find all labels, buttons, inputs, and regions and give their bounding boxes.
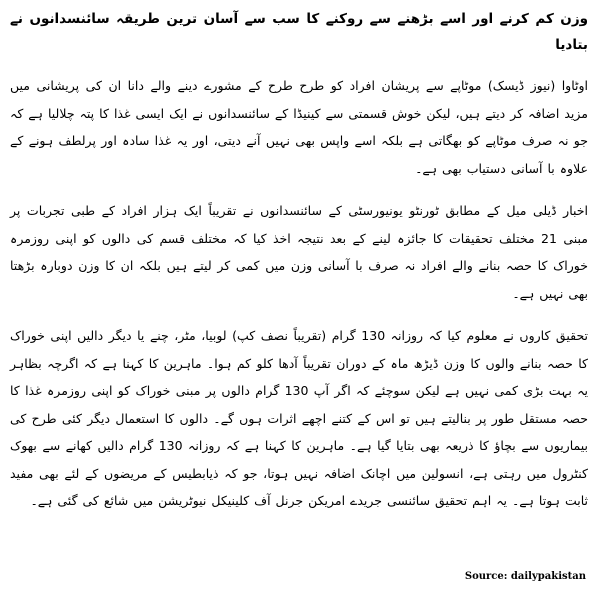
source-credit: Source: dailypakistan xyxy=(464,571,586,582)
article-paragraph: تحقیق کاروں نے معلوم کیا کہ روزانہ 130 گرام (تقریباً نصف کپ) لوبیا، مٹر، چنے یا دیگر دالیں اپنی خوراک کا حصہ بنانے والوں کا وزن ڈیڑھ ماہ کے دوران تقریباً آدھا کلو کم ہوا۔ ماہرین کا کہنا ہے کہ اگرچہ بظاہر یہ بہت بڑی کمی نہیں ہے لیکن سوچئے کہ اگر آپ 130 گرام دالوں پر مبنی خوراک کو اپنی روزمرہ غذا کا حصہ مستقل طور پر بنالیتے ہیں تو اس کے کتنے اچھے اثرات ہوں گے۔ دالوں کا استعمال دیگر کئی طرح کی بیماریوں سے بچاؤ کا ذریعہ بھی بتایا گیا ہے۔ ماہرین کا کہنا ہے کہ روزانہ 130 گرام دالیں کھانے سے بھوک کنٹرول میں رہتی ہے، انسولین میں اچانک اضافہ نہیں ہوتا، جو کہ ذیابطیس کے مریضوں کے لئے بھی مفید ثابت ہوتا ہے۔ یہ اہم تحقیق سائنسی جریدے امریکن جرنل آف کلینیکل نیوٹریشن میں شائع کی گئی ہے۔ xyxy=(10,328,588,508)
article-headline: وزن کم کرنے اور اسے بڑھنے سے روکنے کا سب سے آسان ترین طریقہ سائنسدانوں نے بتادیا xyxy=(10,11,588,53)
article-paragraph: اخبار ڈیلی میل کے مطابق ٹورنٹو یونیورسٹی کے سائنسدانوں نے تقریباً ایک ہزار افراد کے طبی تجربات پر مبنی 21 مختلف تحقیقات کا جائزہ لینے کے بعد نتیجہ اخذ کیا کہ مختلف قسم کی دالوں کو اپنی روزمرہ خوراک کا حصہ بنانے والے افراد نہ صرف با آسانی وزن میں کمی کر لیتے ہیں بلکہ ان کا وزن دوبارہ بڑھتا بھی نہیں ہے۔ xyxy=(10,203,589,301)
article-body xyxy=(10,6,588,515)
article-paragraph: اوٹاوا (نیوز ڈیسک) موٹاپے سے پریشان افراد کو طرح طرح کے مشورے دینے والے دانا ان کی پریشانی میں مزید اضافہ کر دیتے ہیں، لیکن خوش قسمتی سے کینیڈا کے سائنسدانوں نے ایک ایسی غذا کا پتہ چلالیا ہے کہ جو نہ صرف موٹاپے کو بھگاتی ہے بلکہ اسے واپس بھی نہیں آنے دیتی، اور یہ غذا سادہ اور پرلطف ہونے کے علاوہ با آسانی دستیاب بھی ہے۔ xyxy=(10,78,588,176)
